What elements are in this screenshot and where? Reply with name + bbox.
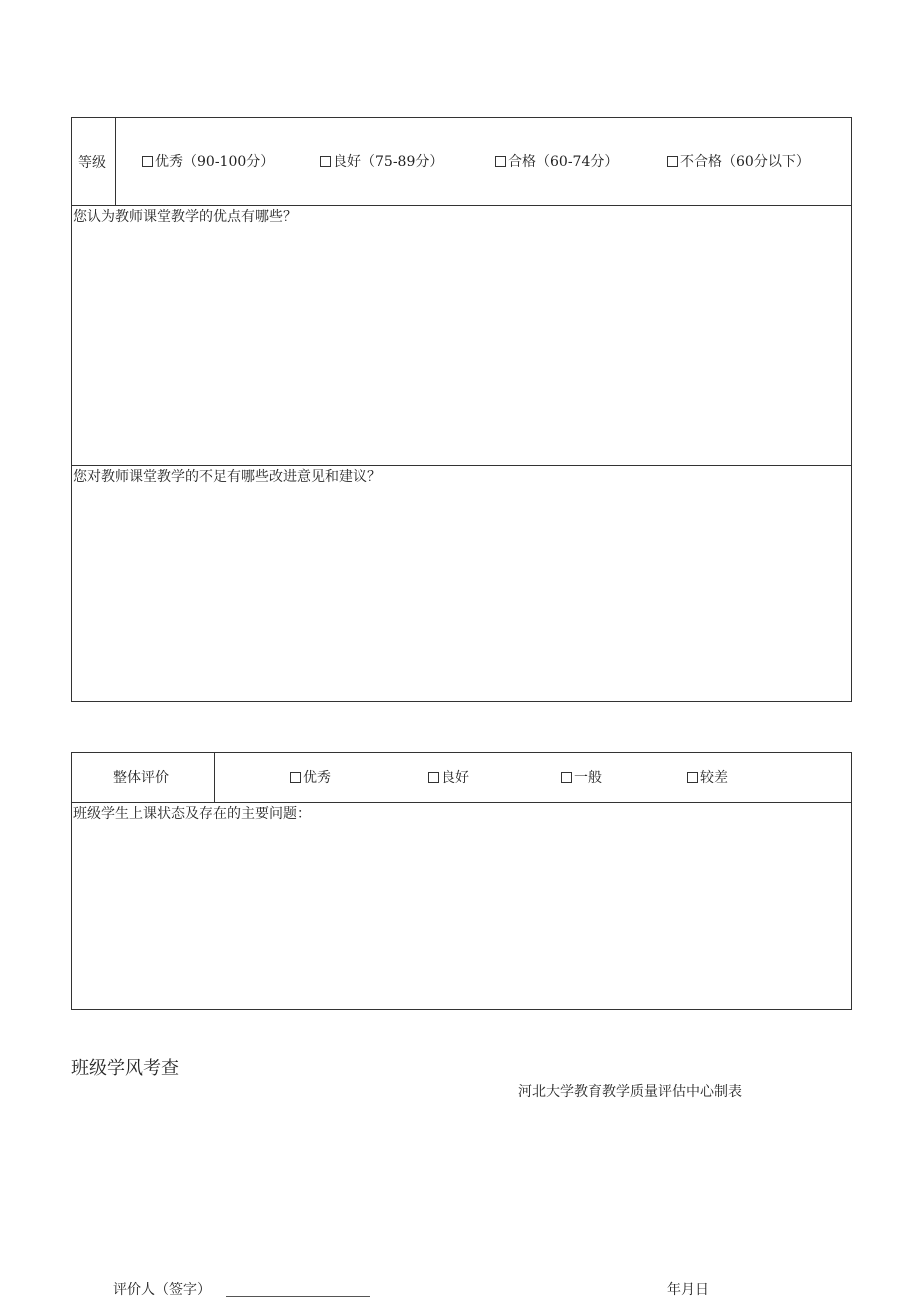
- overall-option-good[interactable]: [428, 769, 469, 787]
- overall-label: 整体评价: [113, 770, 169, 786]
- issuer-note: 河北大学教育教学质量评估中心制表: [518, 1084, 742, 1100]
- overall-row-divider: [71, 802, 852, 803]
- checkbox-icon[interactable]: [320, 156, 331, 167]
- grade-option-fail[interactable]: [667, 153, 810, 171]
- question-strengths: 您认为教师课堂教学的优点有哪些？: [73, 209, 297, 225]
- question-class-status: 班级学生上课状态及存在的主要问题：: [73, 806, 311, 822]
- grade-label: 等级: [78, 155, 106, 171]
- checkbox-icon[interactable]: [561, 772, 572, 783]
- grade-option-excellent[interactable]: [142, 153, 274, 171]
- strengths-answer-area[interactable]: [72, 228, 851, 464]
- grade-option-pass[interactable]: [495, 153, 618, 171]
- grade-option-good[interactable]: [320, 153, 443, 171]
- grade-label-divider: [115, 117, 116, 206]
- grade-option-pass-label: 合格（60-74分）: [508, 154, 619, 170]
- overall-option-average[interactable]: [561, 769, 602, 787]
- overall-option-average-label: 一般: [574, 770, 602, 786]
- overall-option-poor[interactable]: [687, 769, 728, 787]
- overall-option-poor-label: 较差: [700, 770, 728, 786]
- grade-option-good-label: 良好（75-89分）: [333, 154, 444, 170]
- grade-option-fail-label: 不合格（60分以下）: [680, 154, 810, 170]
- overall-option-excellent[interactable]: [290, 769, 331, 787]
- question-divider: [71, 465, 852, 466]
- section-title: 班级学风考查: [71, 1058, 179, 1079]
- date-label: 年月日: [667, 1282, 709, 1298]
- class-status-answer-area[interactable]: [72, 825, 851, 1009]
- checkbox-icon[interactable]: [142, 156, 153, 167]
- checkbox-icon[interactable]: [687, 772, 698, 783]
- overall-option-excellent-label: 优秀: [303, 770, 331, 786]
- question-improvements: 您对教师课堂教学的不足有哪些改进意见和建议？: [73, 469, 381, 485]
- checkbox-icon[interactable]: [428, 772, 439, 783]
- grade-option-excellent-label: 优秀（90-100分）: [155, 154, 275, 170]
- improvements-answer-area[interactable]: [72, 488, 851, 700]
- checkbox-icon[interactable]: [667, 156, 678, 167]
- overall-option-good-label: 良好: [441, 770, 469, 786]
- checkbox-icon[interactable]: [290, 772, 301, 783]
- checkbox-icon[interactable]: [495, 156, 506, 167]
- grade-row-divider: [71, 205, 852, 206]
- signature-line[interactable]: [226, 1296, 370, 1297]
- signature-label: 评价人（签字）: [113, 1282, 211, 1298]
- overall-label-divider: [214, 752, 215, 802]
